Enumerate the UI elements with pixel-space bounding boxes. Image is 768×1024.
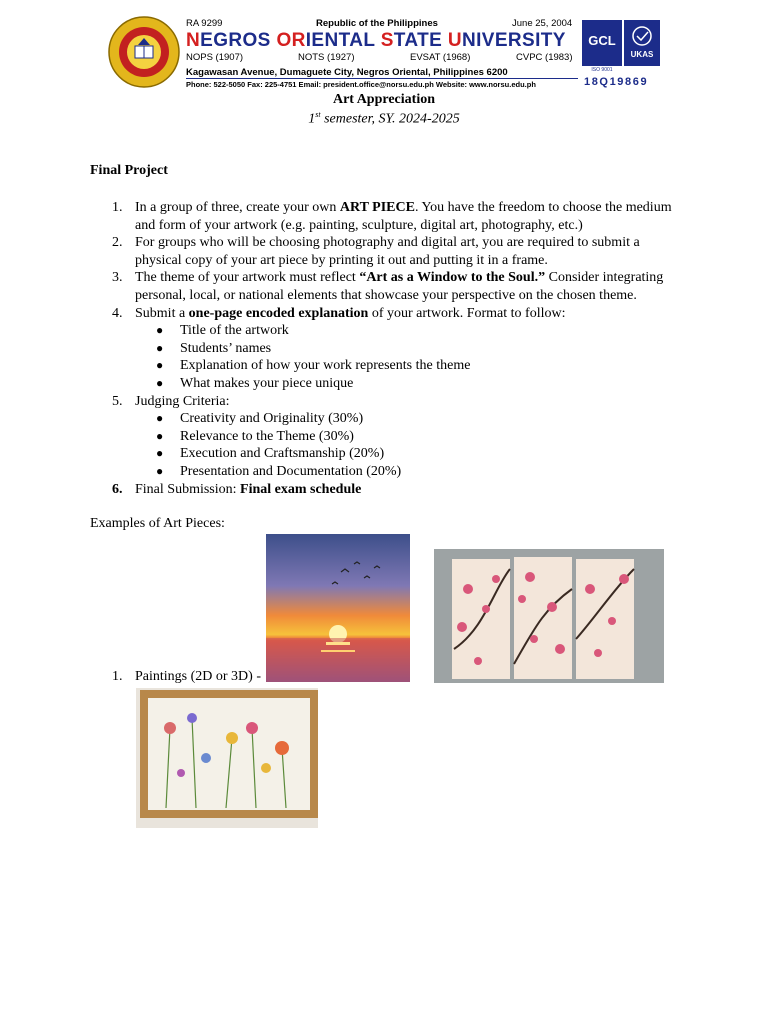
university-address: Kagawasan Avenue, Dumaguete City, Negros Oriental, Philippines 6200: [186, 67, 508, 78]
cvpc-label: CVPC (1983): [516, 52, 573, 63]
list-item-text: In a group of three, create your own: [135, 200, 340, 215]
list-item-number: 4.: [112, 305, 123, 321]
republic-label: Republic of the Philippines: [316, 18, 438, 29]
university-letterhead: [106, 14, 662, 92]
list-item-text: Consider integrating personal, local, or national elements that showcase your perspective on the chosen theme.: [135, 270, 664, 303]
list-item-text: . You have the freedom to choose the medium and form of your artwork (e.g. painting, sculpture, digital art, photography, etc.): [135, 200, 672, 233]
sub-list-item: ● Students’ names: [156, 340, 272, 356]
list-item-text: ART PIECE: [339, 200, 415, 215]
university-seal-logo: [108, 16, 180, 88]
list-item-text: The theme of your artwork must reflect: [135, 270, 360, 286]
list-item: [90, 481, 680, 499]
list-item-number: 3.: [112, 270, 123, 286]
list-item-number: 1.: [112, 200, 123, 215]
sub-list-item: ● Presentation and Documentation (20%): [156, 463, 402, 479]
list-item-text: Final Submission:: [135, 481, 241, 497]
list-item: [90, 305, 680, 323]
list-item: [90, 199, 680, 234]
paintings-number: 1.: [112, 669, 123, 684]
nops-label: NOPS (1907): [186, 52, 244, 63]
list-item: [90, 269, 680, 304]
university-name: NEGROS ORIENTAL STATE UNIVERSITY: [186, 30, 566, 51]
bullet-icon: ●: [156, 358, 164, 373]
list-item-number: 6.: [112, 481, 123, 497]
bullet-icon: ●: [156, 463, 164, 478]
bullet-icon: ●: [156, 428, 164, 443]
sub-list-item: ● Relevance to the Theme (30%): [156, 428, 354, 444]
cherry-blossom-triptych-image: [434, 549, 664, 683]
sub-list-item: ● Title of the artwork: [156, 323, 289, 339]
evsat-label: EVSAT (1968): [410, 52, 471, 63]
instructions-list: [90, 199, 680, 498]
semester-line: 1st semester, SY. 2024-2025: [308, 110, 460, 127]
gcl-label: GCL: [588, 33, 616, 48]
paintings-label: Paintings (2D or 3D) -: [135, 669, 261, 684]
list-item-text: Final exam schedule: [240, 481, 362, 497]
ukas-label: UKAS: [630, 50, 654, 59]
list-item-text: For groups who will be choosing photography and digital art, you are required to submit a physical copy of your art piece by printing it out and putting it in a frame.: [135, 235, 640, 268]
course-title: Art Appreciation: [332, 92, 435, 107]
nots-label: NOTS (1927): [298, 52, 355, 63]
iso-label: ISO 9001: [591, 67, 613, 72]
sub-list-item: ● What makes your piece unique: [156, 375, 354, 391]
bullet-icon: ●: [156, 446, 164, 461]
bullet-icon: ●: [156, 340, 164, 355]
list-item-text: “Art as a Window to the Soul.”: [359, 270, 546, 286]
list-item-number: 5.: [112, 393, 123, 409]
ra-number: RA 9299: [186, 18, 223, 29]
sub-list-item: ● Explanation of how your work represents the theme: [156, 358, 471, 374]
founding-date: June 25, 2004: [512, 18, 573, 29]
sub-list-item: ● Execution and Craftsmanship (20%): [156, 446, 385, 462]
bullet-icon: ●: [156, 323, 164, 338]
list-item: [90, 234, 680, 269]
list-item: [90, 393, 680, 411]
certification-logos: [582, 20, 660, 72]
list-item-text: of your artwork. Format to follow:: [368, 305, 566, 321]
section-title: Final Project: [90, 163, 168, 178]
header-divider: [186, 78, 578, 79]
certification-code: 18Q19869: [584, 76, 649, 88]
examples-label: Examples of Art Pieces:: [90, 516, 225, 531]
sunset-watercolor-image: [266, 534, 410, 682]
university-contact: Phone: 522-5050 Fax: 225-4751 Email: president.office@norsu.edu.ph Website: www.norsu.edu.ph: [186, 80, 536, 89]
wildflower-framed-painting-image: [136, 688, 318, 828]
list-item-text: one-page encoded explanation: [188, 305, 369, 321]
list-item-text: Submit a: [135, 305, 189, 321]
bullet-icon: ●: [156, 411, 164, 426]
sub-list-item: ● Creativity and Originality (30%): [156, 411, 364, 427]
list-item-text: Judging Criteria:: [135, 393, 230, 409]
list-item-number: 2.: [112, 235, 123, 251]
bullet-icon: ●: [156, 375, 164, 390]
